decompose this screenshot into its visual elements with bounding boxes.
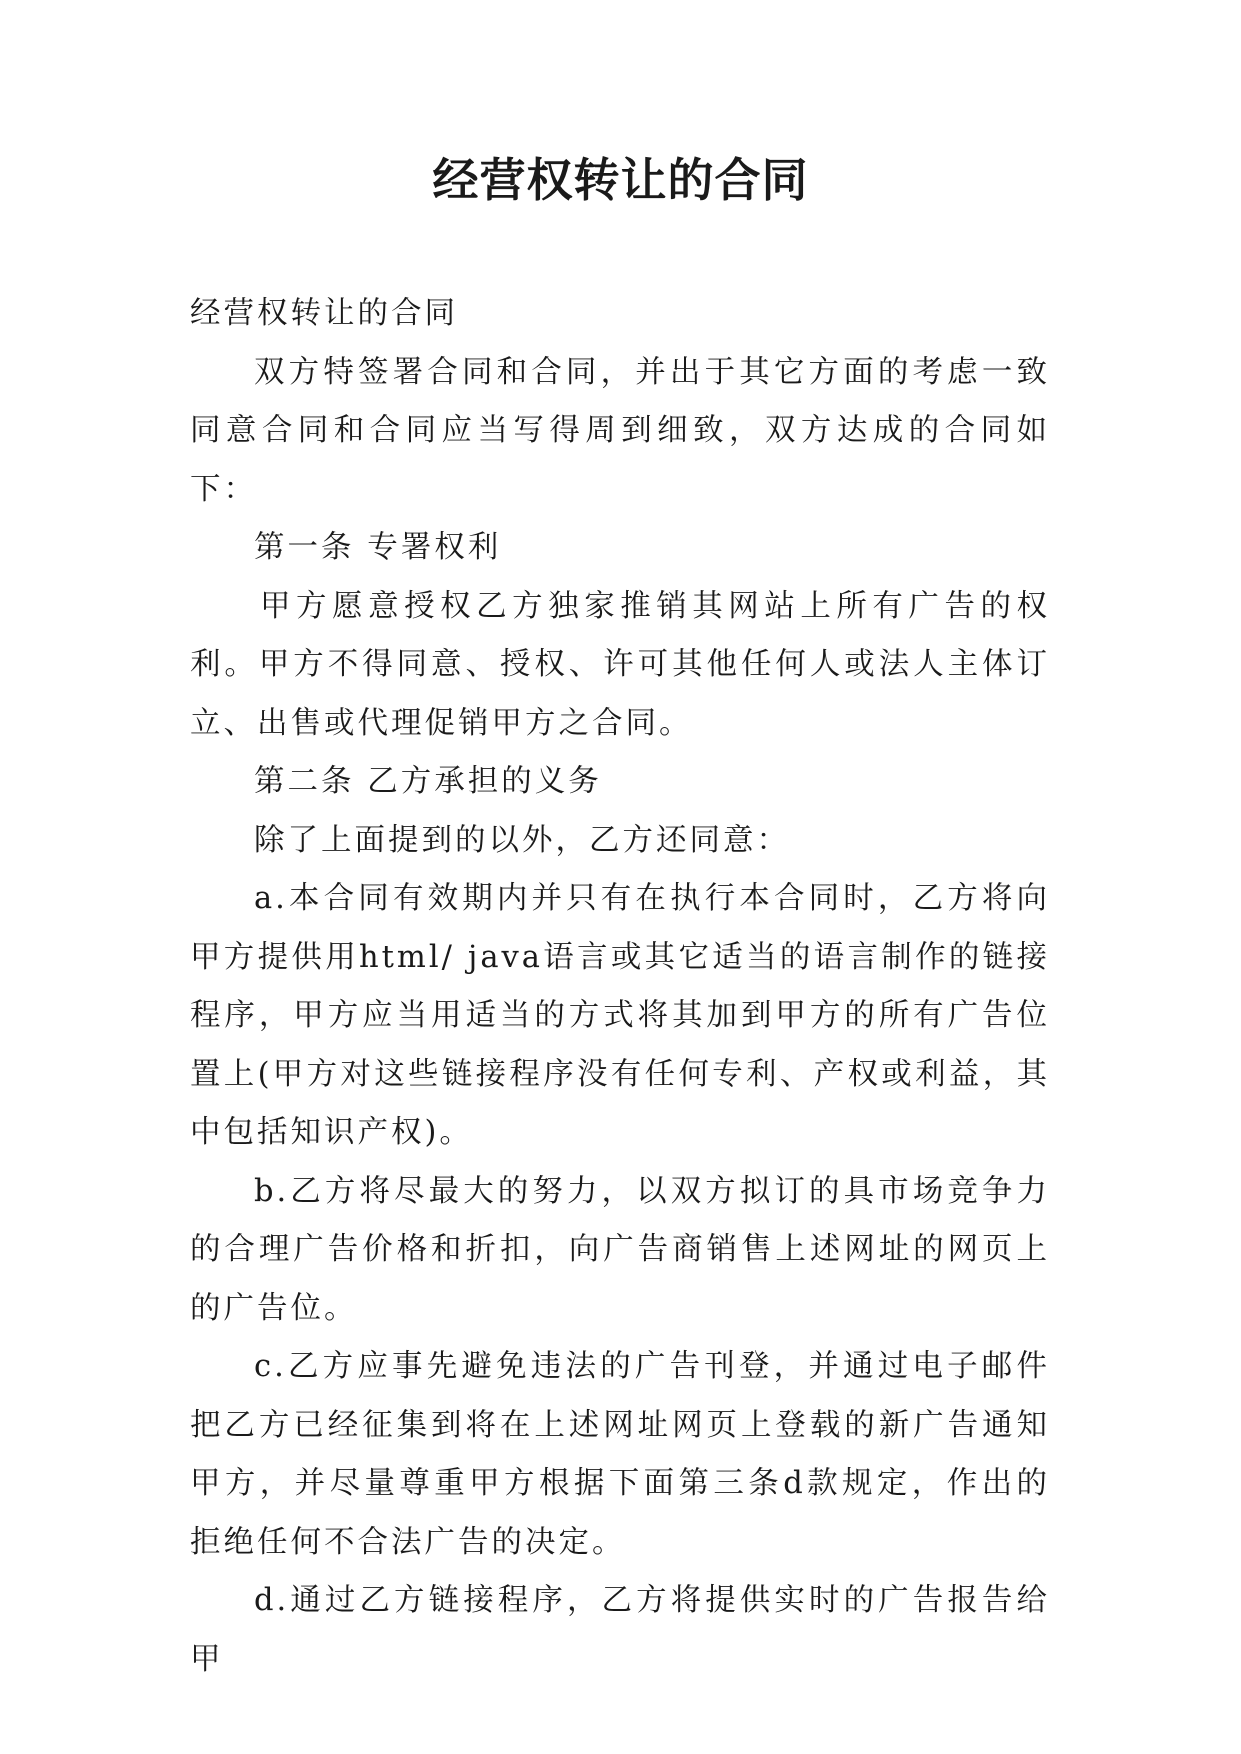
document-title: 经营权转让的合同 <box>432 153 809 207</box>
article-1-heading: 第一条 专署权利 <box>254 530 502 565</box>
article-1-body: 甲方愿意授权乙方独家推销其网站上所有广告的权利。甲方不得同意、授权、许可其他任何人或法人主体订立、出售或代理促销甲方之合同。 <box>190 588 1050 741</box>
clause-d: d.通过乙方链接程序，乙方将提供实时的广告报告给甲 <box>190 1583 1050 1677</box>
subtitle-paragraph: 经营权转让的合同 <box>190 296 458 331</box>
article-2-heading: 第二条 乙方承担的义务 <box>254 764 602 799</box>
article-2-intro: 除了上面提到的以外，乙方还同意： <box>254 822 790 858</box>
clause-a: a.本合同有效期内并只有在执行本合同时，乙方将向甲方提供用html/ java语言或其它适当的语言制作的链接程序，甲方应当用适当的方式将其加到甲方的所有广告位置上(甲方对这些链接程序没有任何专利、产权或利益，其中包括知识产权)。 <box>190 881 1050 1150</box>
preamble-paragraph: 双方特签署合同和合同，并出于其它方面的考虑一致同意合同和合同应当写得周到细致，双方达成的合同如下： <box>190 354 1050 507</box>
clause-c: c.乙方应事先避免违法的广告刊登，并通过电子邮件把乙方已经征集到将在上述网址网页上登载的新广告通知甲方，并尽量尊重甲方根据下面第三条d款规定，作出的拒绝任何不合法广告的决定。 <box>190 1349 1050 1560</box>
document-body <box>190 285 1050 1689</box>
clause-b: b.乙方将尽最大的努力，以双方拟订的具市场竞争力的合理广告价格和折扣，向广告商销售上述网址的网页上的广告位。 <box>190 1173 1050 1326</box>
